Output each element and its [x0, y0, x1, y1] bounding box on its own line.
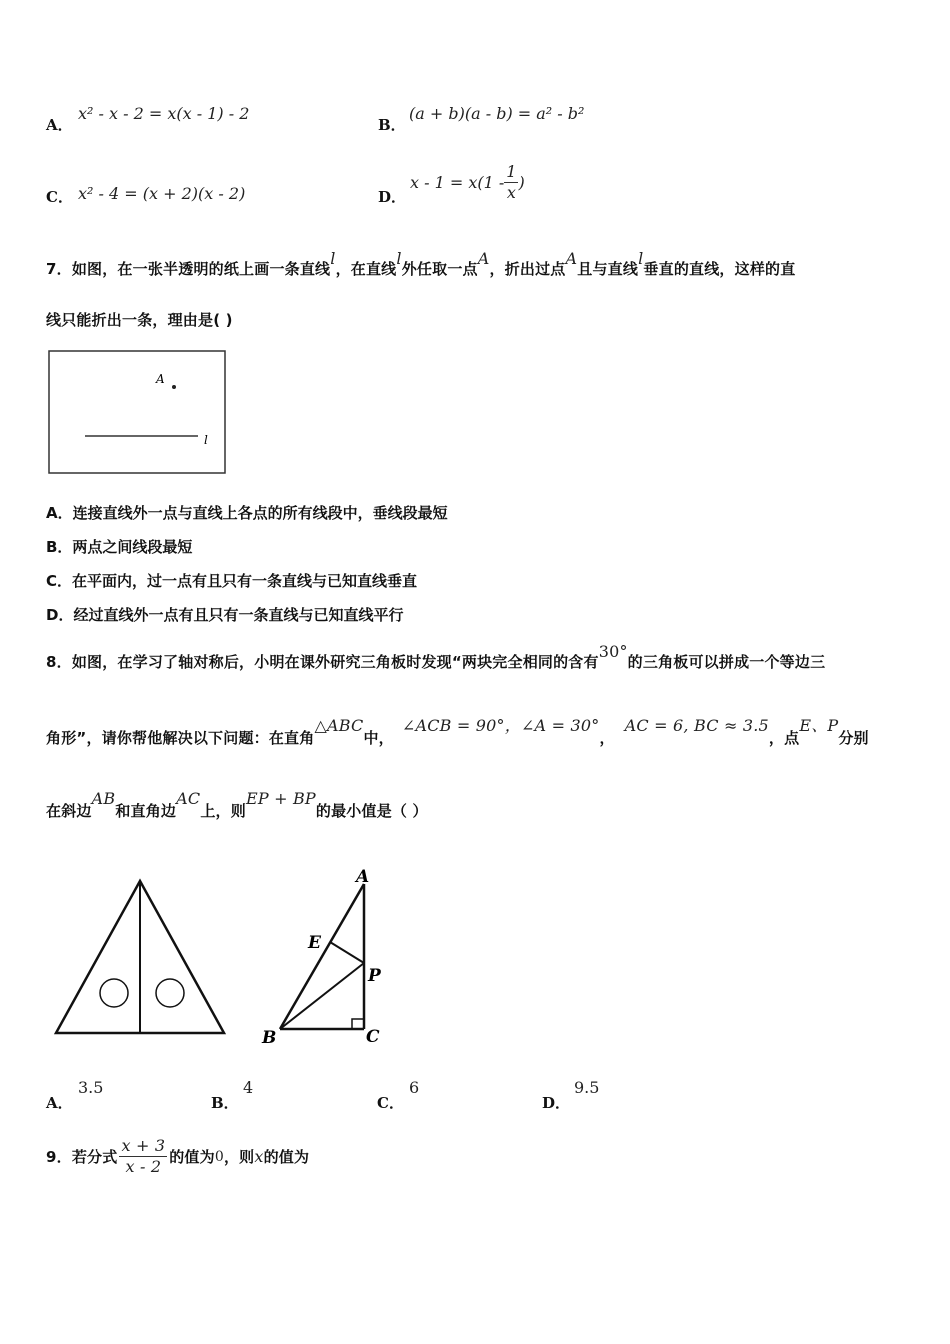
- q9-text: ，则: [223, 1148, 255, 1166]
- math-ep: E、P: [799, 716, 839, 735]
- q9-text: 的值为: [263, 1148, 310, 1166]
- expr-left: x - 1 = x(1 -: [410, 173, 505, 192]
- q8-option-a-value: 3.5: [78, 1078, 104, 1097]
- math-l: l: [638, 249, 644, 268]
- math-a: A: [565, 249, 578, 268]
- q8-text: 在斜边: [46, 802, 92, 820]
- q7-text: ，在直线: [335, 260, 397, 278]
- q8-text: 分别: [838, 729, 869, 747]
- math-ac: AC: [176, 789, 201, 808]
- q8-text: 和直角边: [115, 802, 177, 820]
- math-ab: AB: [91, 789, 116, 808]
- option-letter: D．: [542, 1094, 571, 1112]
- option-letter: A．: [46, 1094, 73, 1112]
- math-zero: 0: [214, 1148, 224, 1165]
- q9-line: [46, 1136, 309, 1177]
- left-hole: [100, 979, 128, 1007]
- q7-line1: [46, 249, 906, 279]
- fraction-numerator: 1: [506, 162, 517, 181]
- q9-text: 的值为: [169, 1148, 215, 1166]
- fraction-denominator: x: [506, 183, 516, 202]
- expr-right: ): [518, 173, 525, 192]
- q8-equilateral-figure: [50, 875, 230, 1040]
- math-x: x: [254, 1147, 264, 1166]
- math-lengths: AC = 6, BC ≈ 3.5: [624, 716, 769, 735]
- q7-text: 且与直线: [577, 260, 639, 278]
- math-sep: ，: [504, 716, 521, 735]
- q7-option-c: C．在平面内，过一点有且只有一条直线与已知直线垂直: [46, 572, 418, 590]
- right-angle-mark: [352, 1019, 364, 1029]
- q8-option-b-value: 4: [243, 1078, 254, 1097]
- fraction-denominator: x - 2: [125, 1157, 162, 1176]
- q8-line2: [46, 716, 869, 748]
- math-l: l: [396, 249, 402, 268]
- q6-option-c-expr: x² - 4 = (x + 2)(x - 2): [78, 184, 246, 203]
- q7-text: 外任取一点: [401, 260, 478, 278]
- label-c: C: [366, 1027, 380, 1047]
- line-l-label: l: [204, 433, 208, 447]
- point-a-label: A: [156, 372, 165, 386]
- q8-text: ，点: [768, 729, 800, 747]
- q8-text: 中，: [363, 729, 394, 747]
- q7-option-b: B．两点之间线段最短: [46, 538, 193, 556]
- option-letter: B．: [378, 116, 406, 134]
- label-a: A: [356, 867, 370, 887]
- q7-option-a: A．连接直线外一点与直线上各点的所有线段中，垂线段最短: [46, 504, 448, 522]
- q6-option-a-expr: x² - x - 2 = x(x - 1) - 2: [78, 104, 250, 123]
- q6-option-b: [378, 114, 406, 135]
- option-letter: B．: [211, 1094, 239, 1112]
- segment-ep: [330, 942, 364, 963]
- option-letter: A．: [46, 116, 73, 134]
- q8-text: ，: [599, 729, 615, 747]
- q7-figure: [46, 349, 228, 477]
- option-letter: D．: [378, 188, 407, 206]
- q8-text: 的最小值是（ ）: [315, 802, 428, 820]
- label-b: B: [262, 1028, 277, 1048]
- q7-line2: 线只能折出一条，理由是( ): [46, 311, 233, 329]
- q6-option-c: [46, 186, 73, 207]
- q8-line1: [46, 642, 826, 672]
- q8-option-d: [542, 1092, 570, 1113]
- q8-text: 上，则: [200, 802, 246, 820]
- option-letter: C．: [46, 188, 73, 206]
- q8-text: 角形”，请你帮他解决以下问题：在直角: [46, 729, 315, 747]
- side-ab: [280, 884, 364, 1029]
- math-30deg: 30°: [598, 642, 628, 661]
- q6-option-d-expr: [410, 162, 525, 203]
- math-triangle: △ABC: [314, 716, 364, 735]
- q8-option-c-value: 6: [409, 1078, 420, 1097]
- math-ep-bp: EP + BP: [245, 789, 316, 808]
- label-p: P: [368, 966, 381, 986]
- right-hole: [156, 979, 184, 1007]
- point-a: [172, 385, 176, 389]
- q6-option-a: [46, 114, 73, 135]
- q7-text: 7．如图，在一张半透明的纸上画一条直线: [46, 260, 331, 278]
- paper-rect: [49, 351, 225, 473]
- math-l: l: [330, 249, 336, 268]
- q8-option-a: [46, 1092, 73, 1113]
- q7-text: ，折出过点: [489, 260, 566, 278]
- q8-option-d-value: 9.5: [574, 1078, 600, 1097]
- q9-fraction: [119, 1136, 167, 1177]
- q7-text: 垂直的直线，这样的直: [643, 260, 796, 278]
- q8-triangle-figure: [256, 862, 396, 1052]
- math-angle-acb: ∠ACB = 90°: [401, 716, 505, 735]
- math-a: A: [477, 249, 490, 268]
- q6-option-b-expr: (a + b)(a - b) = a² - b²: [409, 104, 585, 123]
- q8-text: 8．如图，在学习了轴对称后，小明在课外研究三角板时发现“两块完全相同的含有: [46, 653, 599, 671]
- q8-option-c: [377, 1092, 404, 1113]
- fraction: [504, 162, 518, 203]
- fraction-numerator: x + 3: [121, 1136, 166, 1155]
- q8-text: 的三角板可以拼成一个等边三: [627, 653, 826, 671]
- q6-option-d: [378, 186, 406, 207]
- label-e: E: [308, 933, 321, 953]
- q8-line3: [46, 789, 428, 821]
- option-letter: C．: [377, 1094, 404, 1112]
- math-angle-a: ∠A = 30°: [520, 716, 600, 735]
- q8-option-b: [211, 1092, 239, 1113]
- q7-option-d: D．经过直线外一点有且只有一条直线与已知直线平行: [46, 606, 404, 624]
- q9-text: 9．若分式: [46, 1148, 118, 1166]
